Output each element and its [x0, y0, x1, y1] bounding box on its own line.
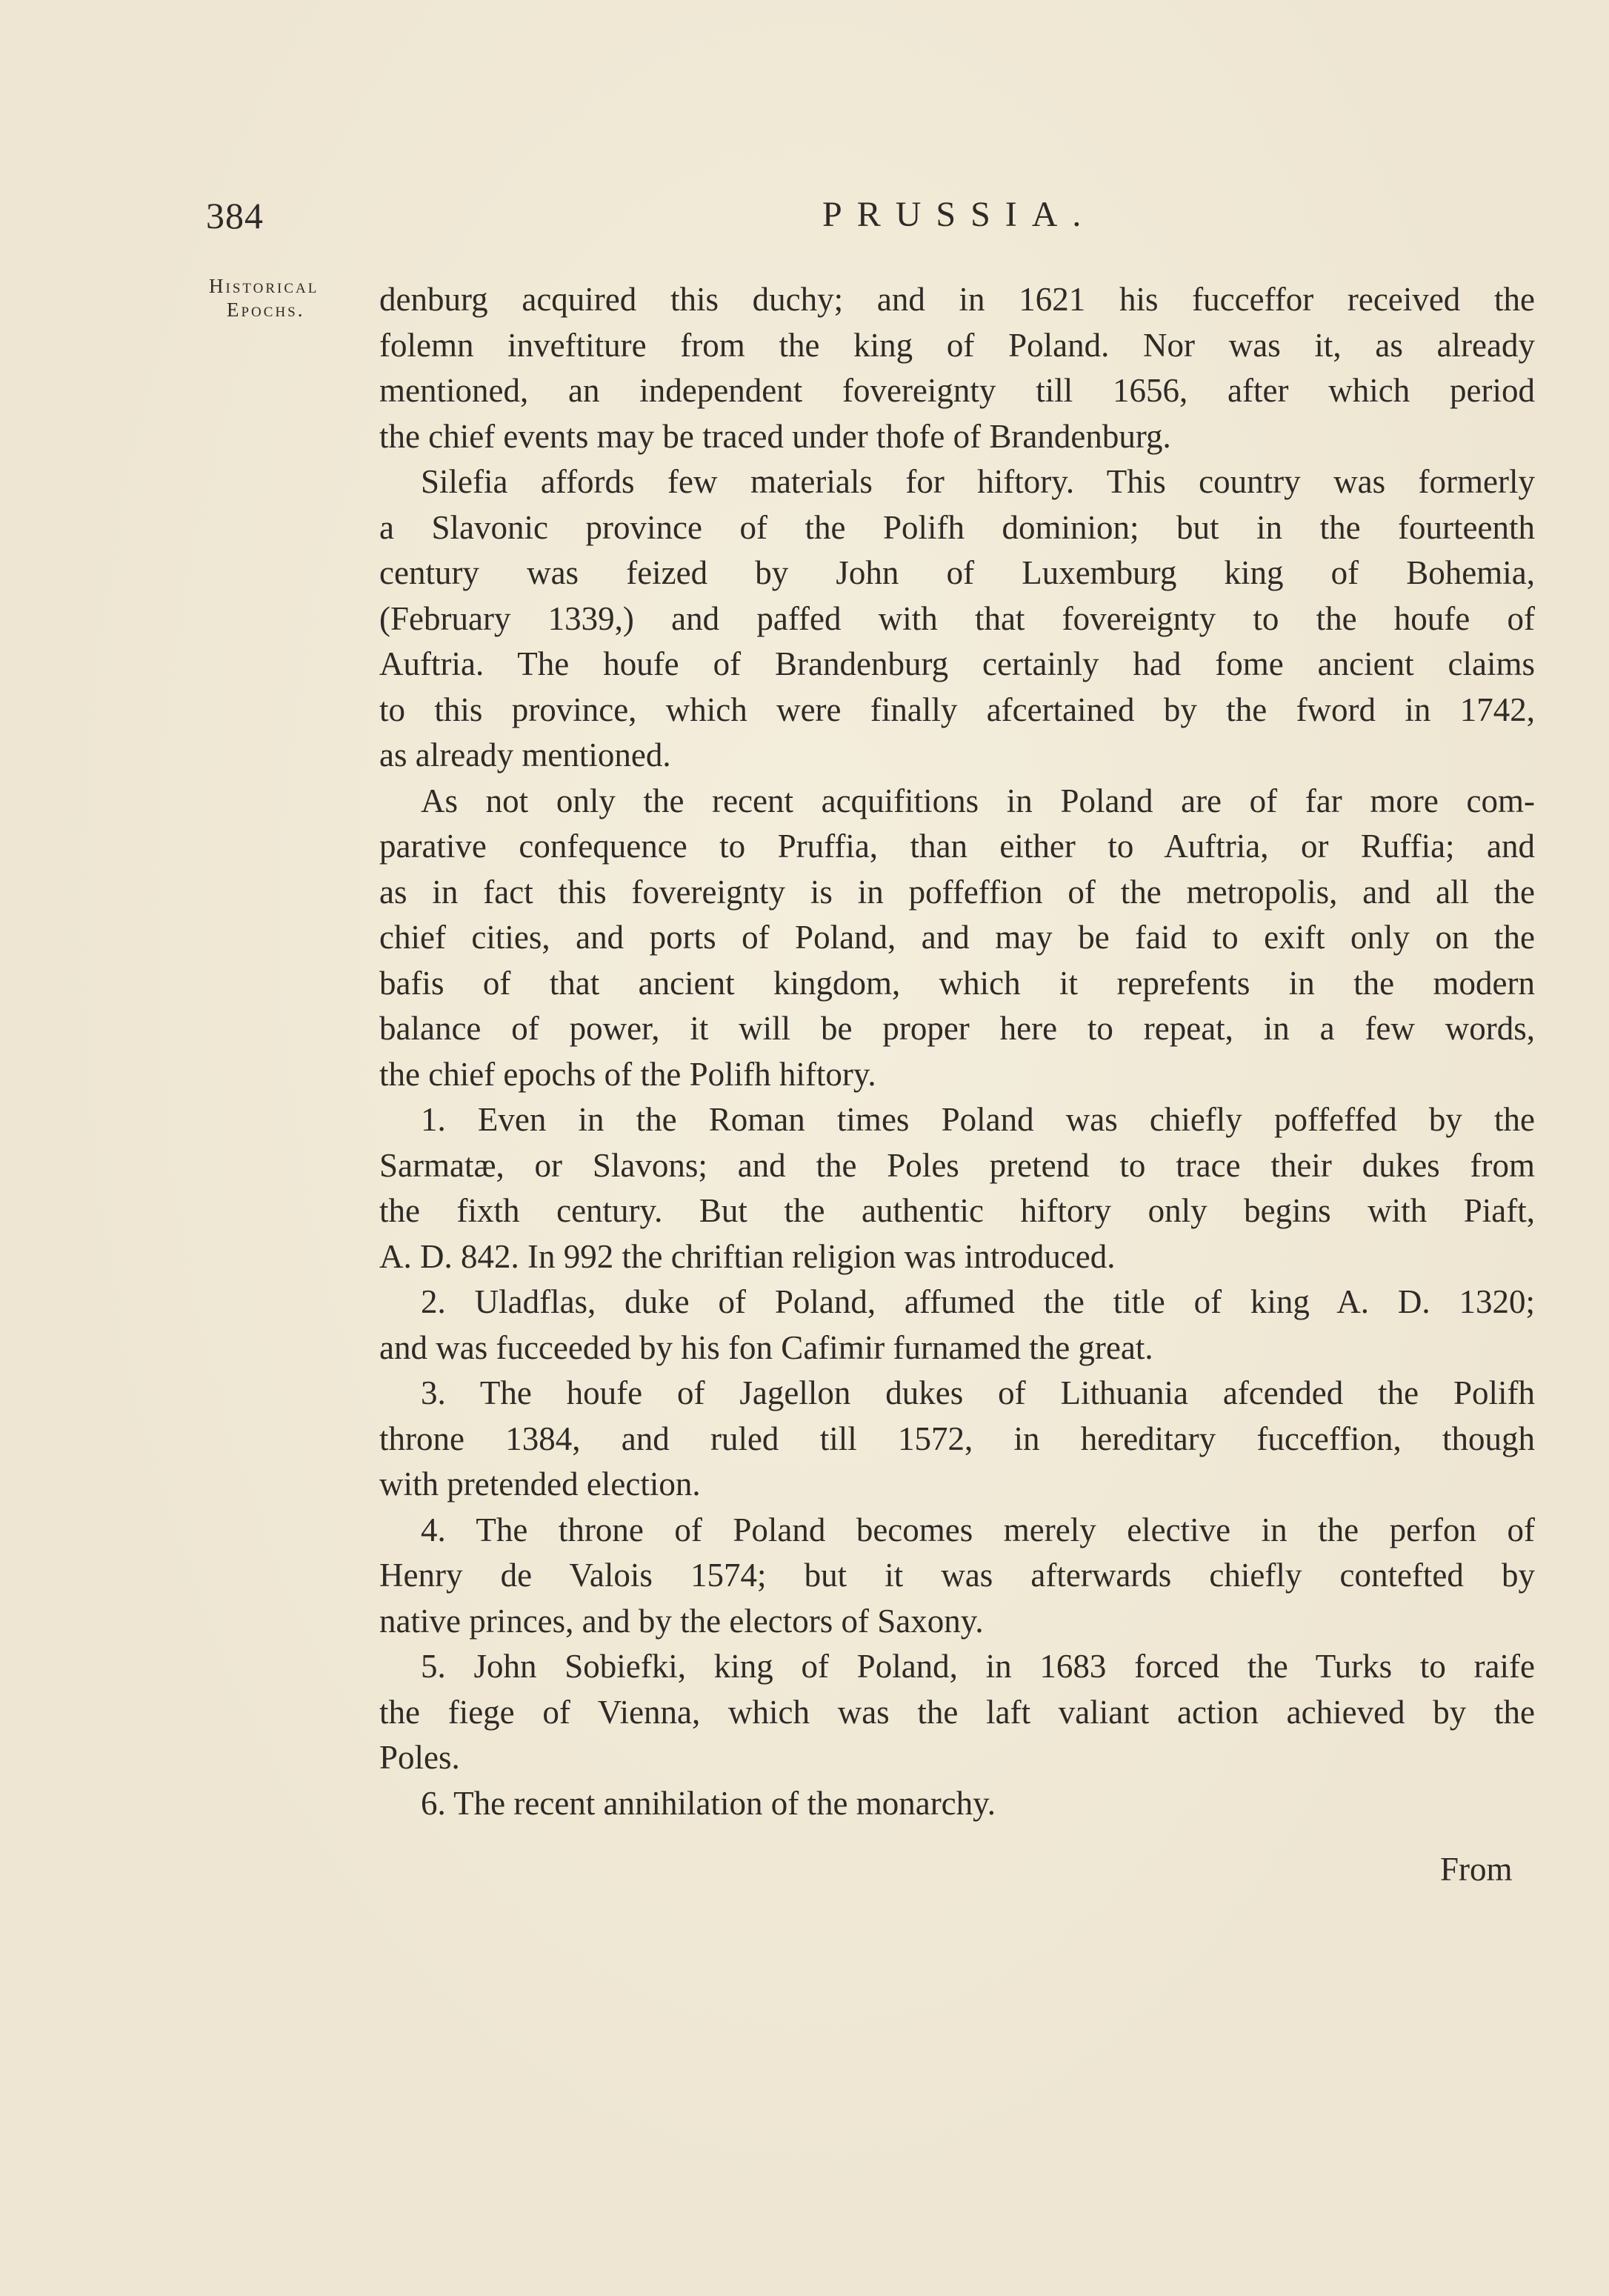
text-line: 6. The recent annihilation of the monarchy. [421, 1784, 996, 1822]
text-line: balance of power, it will be proper here to repeat, in a few words, [379, 1010, 1535, 1047]
text-line: and was fucceeded by his fon Cafimir furnamed the great. [379, 1328, 1153, 1366]
text-line: the chief events may be traced under thofe of Brandenburg. [379, 417, 1171, 455]
text-line: Sarmatæ, or Slavons; and the Poles pretend to trace their dukes from [379, 1146, 1535, 1184]
text-line: 1. Even in the Roman times Poland was chiefly poffeffed by the [421, 1101, 1535, 1138]
text-line: chief cities, and ports of Poland, and may be faid to exift only on the [379, 919, 1535, 956]
page-number: 384 [206, 195, 264, 236]
text-line: the fiege of Vienna, which was the laft valiant action achieved by the [379, 1693, 1535, 1731]
text-line: parative confequence to Pruffia, than either to Auftria, or Ruffia; and [379, 828, 1535, 865]
text-line: bafis of that ancient kingdom, which it reprefents in the modern [379, 964, 1535, 1002]
text-line: as in fact this fovereignty is in poffeffion of the metropolis, and all the [379, 873, 1535, 911]
text-line: Poles. [379, 1739, 460, 1776]
body-text [379, 277, 1535, 1826]
margin-note-line: Historical [209, 275, 319, 297]
catchword: From [1440, 1851, 1513, 1888]
text-line: a Slavonic province of the Polifh dominion; but in the fourteenth [379, 508, 1535, 546]
margin-note-line: Epochs. [227, 299, 305, 321]
text-line: Henry de Valois 1574; but it was afterwards chiefly contefted by [379, 1557, 1535, 1594]
text-line: folemn inveftiture from the king of Poland. Nor was it, as already [379, 326, 1535, 364]
text-line: denburg acquired this duchy; and in 1621 his fucceffor received the [379, 281, 1535, 318]
text-line: as already mentioned. [379, 736, 671, 773]
text-line: native princes, and by the electors of Saxony. [379, 1602, 984, 1640]
text-line: with pretended election. [379, 1465, 701, 1503]
text-line: the fixth century. But the authentic hiftory only begins with Piaft, [379, 1192, 1535, 1229]
text-line: 2. Uladflas, duke of Poland, affumed the title of king A. D. 1320; [421, 1283, 1535, 1320]
text-line: century was feized by John of Luxemburg king of Bohemia, [379, 554, 1535, 591]
text-line: 5. John Sobiefki, king of Poland, in 1683 forced the Turks to raife [421, 1648, 1535, 1685]
text-line: As not only the recent acquifitions in Poland are of far more com- [421, 782, 1535, 819]
text-line: mentioned, an independent fovereignty till 1656, after which period [379, 372, 1535, 409]
text-line: throne 1384, and ruled till 1572, in hereditary fucceffion, though [379, 1420, 1535, 1457]
text-line: 3. The houfe of Jagellon dukes of Lithuania afcended the Polifh [421, 1374, 1535, 1411]
text-line: to this province, which were finally afcertained by the fword in 1742, [379, 691, 1535, 728]
text-line: the chief epochs of the Polifh hiftory. [379, 1055, 876, 1093]
text-line: 4. The throne of Poland becomes merely elective in the perfon of [421, 1511, 1535, 1548]
text-line: Auftria. The houfe of Brandenburg certainly had fome ancient claims [379, 645, 1535, 682]
text-line: (February 1339,) and paffed with that fovereignty to the houfe of [379, 599, 1535, 637]
running-title: PRUSSIA. [822, 195, 1096, 234]
margin-note [209, 274, 319, 322]
text-line: Silefia affords few materials for hiftory. This country was formerly [421, 463, 1535, 500]
text-line: A. D. 842. In 992 the chriftian religion was introduced. [379, 1237, 1116, 1275]
